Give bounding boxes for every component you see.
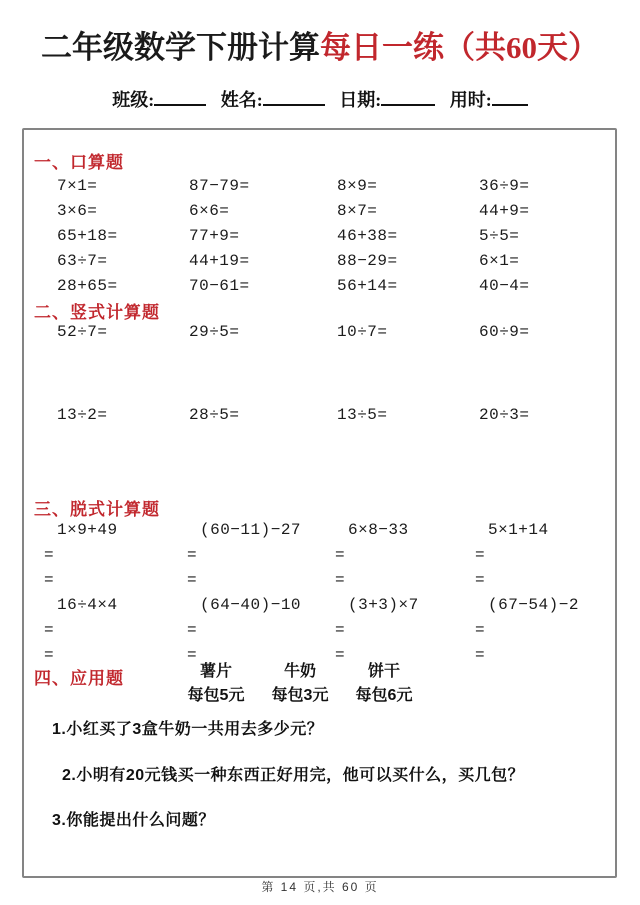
section-heading-step: 三、脱式计算题: [34, 500, 160, 519]
oral-problem: 40−4=: [479, 277, 530, 295]
oral-problem: 44+9=: [479, 202, 530, 220]
section-heading-vertical: 二、竖式计算题: [34, 303, 160, 322]
class-field: [112, 90, 206, 110]
vertical-problem: 13÷5=: [337, 406, 388, 424]
oral-problem: 70−61=: [189, 277, 250, 295]
title-black-part: 二年级数学下册计算: [41, 30, 320, 65]
step-problems-row-2: [24, 593, 615, 668]
step-expression: 1×9+49: [57, 521, 118, 539]
price-table: [174, 660, 426, 708]
item-price: 每包5元: [187, 687, 245, 704]
step-problem: [44, 593, 187, 668]
equals-line: =: [335, 546, 346, 564]
name-blank-line: [263, 89, 325, 106]
item-name: 薯片: [199, 663, 232, 680]
name-field: [221, 90, 325, 110]
step-problems-row-1: [24, 518, 615, 593]
price-table-column: [342, 660, 426, 708]
title-red-part: 每日一练（共60天）: [320, 30, 599, 65]
equals-line: =: [475, 621, 486, 639]
step-expression: (67−54)−2: [488, 596, 579, 614]
oral-problem: 8×7=: [337, 202, 378, 220]
oral-problem: 6×1=: [479, 252, 520, 270]
equals-line: =: [475, 546, 486, 564]
step-problem: [187, 593, 335, 668]
oral-problem: 3×6=: [57, 202, 98, 220]
step-problem: [187, 518, 335, 593]
oral-problem: 36÷9=: [479, 177, 530, 195]
vertical-problem: 20÷3=: [479, 406, 530, 424]
word-question-3: 3.你能提出什么问题？: [52, 812, 215, 829]
vertical-problem: 13÷2=: [57, 406, 108, 424]
equals-line: =: [187, 571, 198, 589]
vertical-problem: 29÷5=: [189, 323, 240, 341]
step-problem: [475, 593, 615, 668]
word-question-2: 2.小明有20元钱买一种东西正好用完，他可以买什么，买几包？: [62, 767, 525, 784]
equals-line: =: [335, 621, 346, 639]
oral-problem: 44+19=: [189, 252, 250, 270]
oral-problem: 7×1=: [57, 177, 98, 195]
equals-line: =: [44, 571, 55, 589]
equals-line: =: [335, 646, 346, 664]
equals-line: =: [44, 621, 55, 639]
date-field: [339, 90, 435, 110]
class-blank-line: [154, 89, 206, 106]
section-heading-oral: 一、口算题: [34, 153, 124, 172]
oral-problem: 56+14=: [337, 277, 398, 295]
step-problem: [44, 518, 187, 593]
vertical-problem: 28÷5=: [189, 406, 240, 424]
oral-problem: 63÷7=: [57, 252, 108, 270]
item-price: 每包3元: [271, 687, 329, 704]
oral-problem: 28+65=: [57, 277, 118, 295]
price-table-column: [174, 660, 258, 708]
word-question-1: 1.小红买了3盒牛奶一共用去多少元？: [52, 721, 324, 738]
oral-problem: 87−79=: [189, 177, 250, 195]
step-problem: [335, 518, 475, 593]
step-expression: (3+3)×7: [348, 596, 419, 614]
vertical-problem: 52÷7=: [57, 323, 108, 341]
header-fields-row: [0, 86, 640, 112]
name-field-label: 姓名:: [220, 90, 263, 110]
time-field-label: 用时:: [449, 90, 492, 110]
equals-line: =: [187, 646, 198, 664]
equals-line: =: [475, 646, 486, 664]
page-number-footer: 第 14 页,共 60 页: [261, 880, 379, 894]
step-expression: (64−40)−10: [200, 596, 302, 614]
oral-problem: 8×9=: [337, 177, 378, 195]
oral-problem: 77+9=: [189, 227, 240, 245]
oral-problem: 6×6=: [189, 202, 230, 220]
item-price: 每包6元: [355, 687, 413, 704]
equals-line: =: [187, 546, 198, 564]
equals-line: =: [44, 646, 55, 664]
step-expression: 16÷4×4: [57, 596, 118, 614]
vertical-problem: 10÷7=: [337, 323, 388, 341]
worksheet-frame: [22, 128, 617, 878]
step-problem: [335, 593, 475, 668]
step-expression: 6×8−33: [348, 521, 409, 539]
vertical-problems-row-1: [24, 323, 615, 341]
vertical-problems-row-2: [24, 406, 615, 424]
oral-problem: 46+38=: [337, 227, 398, 245]
vertical-problem: 60÷9=: [479, 323, 530, 341]
oral-problem: 88−29=: [337, 252, 398, 270]
equals-line: =: [187, 621, 198, 639]
date-blank-line: [381, 89, 435, 106]
page-title: [0, 22, 640, 67]
class-field-label: 班级:: [112, 90, 155, 110]
date-field-label: 日期:: [339, 90, 382, 110]
oral-problems-grid: [24, 177, 615, 295]
price-table-column: [258, 660, 342, 708]
equals-line: =: [335, 571, 346, 589]
step-expression: 5×1+14: [488, 521, 549, 539]
oral-problem: 65+18=: [57, 227, 118, 245]
time-blank-line: [492, 89, 528, 106]
equals-line: =: [44, 546, 55, 564]
item-name: 牛奶: [283, 663, 316, 680]
oral-problem: 5÷5=: [479, 227, 520, 245]
item-name: 饼干: [367, 663, 400, 680]
step-problem: [475, 518, 615, 593]
time-field: [450, 90, 528, 110]
equals-line: =: [475, 571, 486, 589]
section-heading-word: 四、应用题: [34, 669, 124, 688]
step-expression: (60−11)−27: [200, 521, 302, 539]
